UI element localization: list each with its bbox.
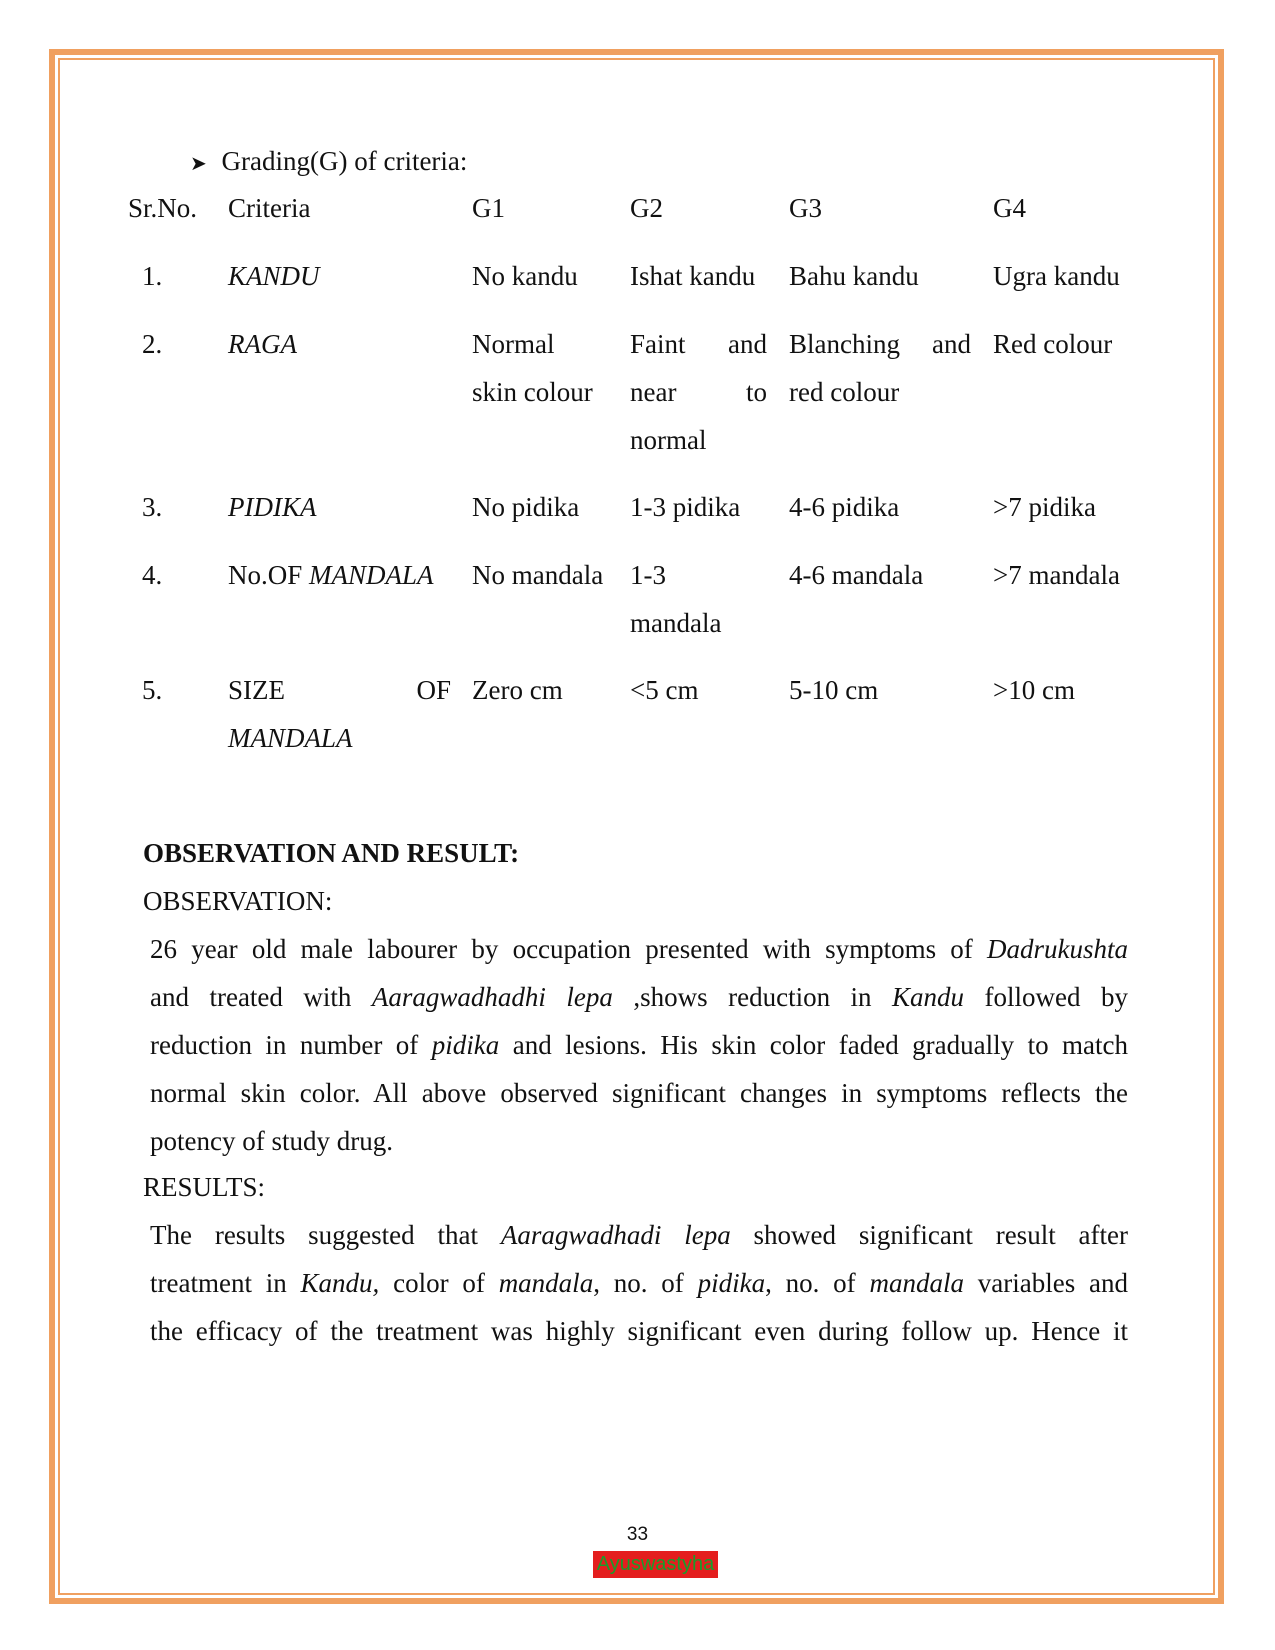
grading-heading-text: Grading(G) of criteria: bbox=[221, 146, 468, 176]
row2-g4: Red colour bbox=[993, 329, 1113, 359]
row2-g3-line1 bbox=[789, 329, 971, 359]
table-header-srno: Sr.No. bbox=[128, 193, 198, 223]
row3-g3: 4-6 pidika bbox=[789, 492, 900, 522]
row4-criteria-prefix: No.OF bbox=[228, 560, 310, 590]
text-segment: , no. of bbox=[593, 1268, 698, 1298]
arrowhead-bullet-icon: ➤ bbox=[190, 151, 207, 175]
row2-g2-line2 bbox=[630, 377, 767, 407]
row5-number: 5. bbox=[142, 675, 163, 705]
italic-term: Kandu, bbox=[300, 1268, 380, 1298]
text-segment: treatment in bbox=[150, 1268, 301, 1298]
section-title: OBSERVATION AND RESULT: bbox=[143, 838, 520, 868]
results-line bbox=[150, 1210, 1128, 1260]
row2-g3-word: and bbox=[932, 329, 971, 359]
row2-g1-line1: Normal bbox=[472, 329, 555, 359]
results-line bbox=[150, 1306, 1128, 1356]
row2-g2-word: near bbox=[630, 377, 677, 407]
grading-heading bbox=[190, 146, 467, 178]
text-segment: 26 year old male labourer by occupation presented with symptoms of bbox=[150, 934, 987, 964]
text-segment: the efficacy of the treatment was highly significant even during follow up. Hence it bbox=[150, 1316, 1128, 1346]
text-segment: , no. of bbox=[765, 1268, 870, 1298]
text-segment: potency of study drug. bbox=[150, 1126, 393, 1156]
row1-criteria: KANDU bbox=[228, 261, 320, 291]
row5-criteria-word: SIZE bbox=[228, 675, 285, 705]
row2-g2-word: to bbox=[745, 377, 767, 407]
row2-g3-word: Blanching bbox=[789, 329, 900, 359]
row1-g3: Bahu kandu bbox=[789, 261, 919, 291]
row5-criteria-word: OF bbox=[416, 675, 451, 705]
row2-g3-line2: red colour bbox=[789, 377, 900, 407]
observation-line bbox=[150, 1116, 1128, 1166]
observation-line bbox=[150, 924, 1128, 974]
row4-criteria-italic: MANDALA bbox=[309, 560, 434, 590]
text-segment: and lesions. His skin color faded gradually to match bbox=[499, 1030, 1128, 1060]
table-header-criteria: Criteria bbox=[228, 193, 311, 223]
row1-g2: Ishat kandu bbox=[630, 261, 756, 291]
observation-line bbox=[150, 972, 1128, 1022]
row3-criteria: PIDIKA bbox=[228, 492, 317, 522]
row1-g4: Ugra kandu bbox=[993, 261, 1120, 291]
italic-term: mandala bbox=[498, 1268, 594, 1298]
row4-criteria bbox=[228, 560, 434, 590]
row1-number: 1. bbox=[142, 261, 163, 291]
row5-criteria-line2: MANDALA bbox=[228, 723, 353, 753]
row2-g2-word: Faint bbox=[630, 329, 686, 359]
text-segment: ,shows reduction in bbox=[612, 982, 893, 1012]
italic-term: Kandu bbox=[892, 982, 965, 1012]
row2-g1-line2: skin colour bbox=[472, 377, 593, 407]
italic-term: pidika bbox=[697, 1268, 766, 1298]
text-segment: and treated with bbox=[150, 982, 372, 1012]
row4-g1: No mandala bbox=[472, 560, 604, 590]
table-header-g1: G1 bbox=[472, 193, 505, 223]
table-header-g2: G2 bbox=[630, 193, 663, 223]
row3-number: 3. bbox=[142, 492, 163, 522]
results-label: RESULTS: bbox=[143, 1172, 266, 1202]
text-segment: reduction in number of bbox=[150, 1030, 432, 1060]
results-line bbox=[150, 1258, 1128, 1308]
row2-number: 2. bbox=[142, 329, 163, 359]
text-segment: normal skin color. All above observed significant changes in symptoms reflects the bbox=[150, 1078, 1128, 1108]
row5-g3: 5-10 cm bbox=[789, 675, 879, 705]
row5-g2: <5 cm bbox=[630, 675, 699, 705]
observation-label: OBSERVATION: bbox=[143, 886, 333, 916]
observation-line bbox=[150, 1020, 1128, 1070]
row3-g2: 1-3 pidika bbox=[630, 492, 741, 522]
row1-g1: No kandu bbox=[472, 261, 578, 291]
row3-g4: >7 pidika bbox=[993, 492, 1096, 522]
row4-g3: 4-6 mandala bbox=[789, 560, 924, 590]
italic-term: Aaragwadhadi lepa bbox=[500, 1220, 731, 1250]
row4-g2-line2: mandala bbox=[630, 608, 722, 638]
row2-g2-line1 bbox=[630, 329, 767, 359]
italic-term: mandala bbox=[869, 1268, 964, 1298]
row2-g2-line3: normal bbox=[630, 425, 707, 455]
text-segment: color of bbox=[379, 1268, 499, 1298]
page-number: 33 bbox=[626, 1524, 649, 1545]
brand-logo: Ayuswastyha bbox=[593, 1551, 718, 1578]
row4-g2-line1: 1-3 bbox=[630, 560, 666, 590]
row4-number: 4. bbox=[142, 560, 163, 590]
text-segment: variables and bbox=[963, 1268, 1129, 1298]
text-segment: The results suggested that bbox=[150, 1220, 501, 1250]
italic-term: Aaragwadhadhi lepa bbox=[371, 982, 613, 1012]
row5-criteria-line1 bbox=[228, 675, 451, 705]
observation-line bbox=[150, 1068, 1128, 1118]
row2-criteria: RAGA bbox=[228, 329, 297, 359]
italic-term: Dadrukushta bbox=[987, 934, 1128, 964]
row5-g1: Zero cm bbox=[472, 675, 563, 705]
row2-g2-word: and bbox=[728, 329, 767, 359]
row4-g4: >7 mandala bbox=[993, 560, 1120, 590]
row5-g4: >10 cm bbox=[993, 675, 1075, 705]
italic-term: pidika bbox=[431, 1030, 500, 1060]
table-header-g3: G3 bbox=[789, 193, 822, 223]
text-segment: followed by bbox=[964, 982, 1129, 1012]
table-header-g4: G4 bbox=[993, 193, 1026, 223]
row3-g1: No pidika bbox=[472, 492, 580, 522]
text-segment: showed significant result after bbox=[730, 1220, 1128, 1250]
